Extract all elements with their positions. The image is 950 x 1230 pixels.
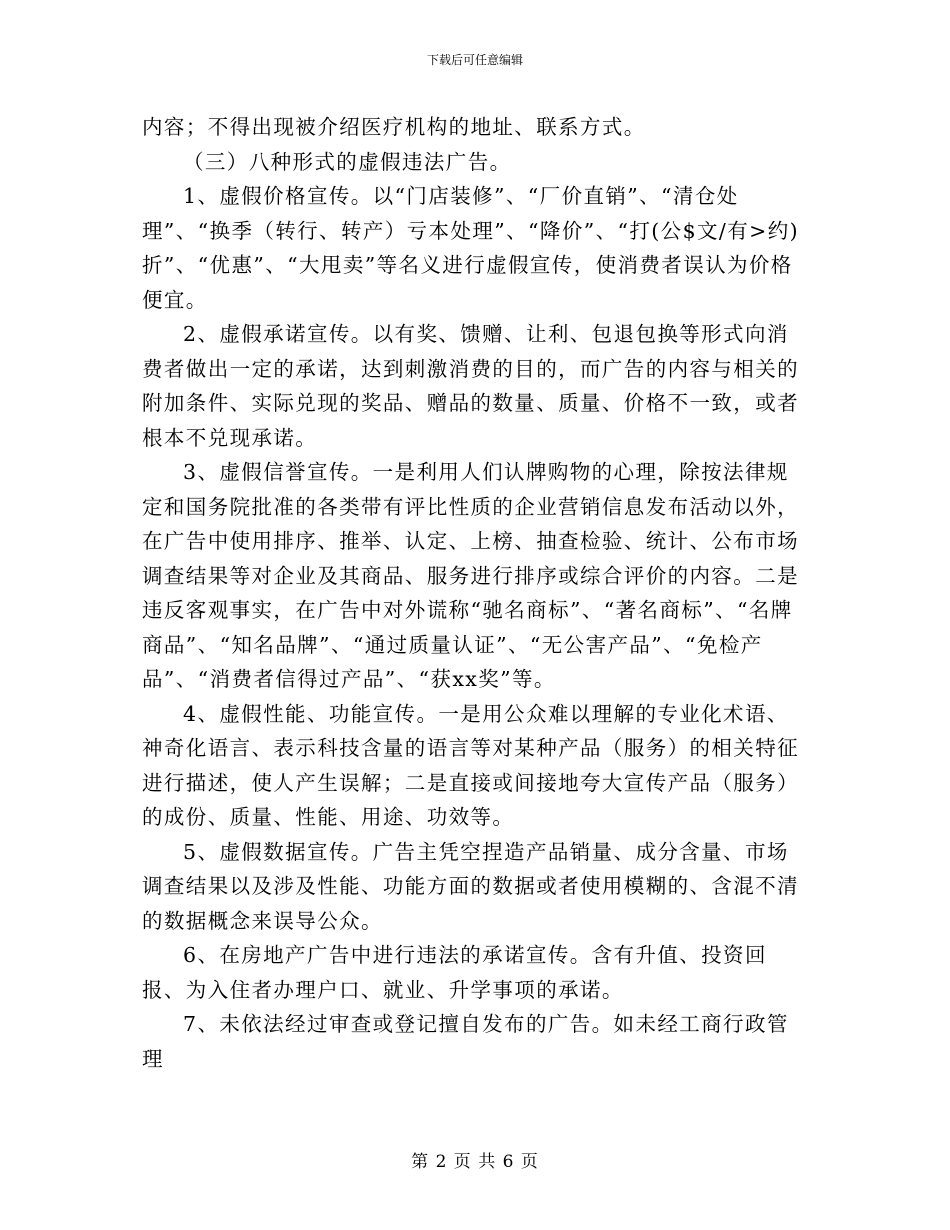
paragraph-item-1: 1、虚假价格宣传。以“门店装修”、“厂价直销”、“清仓处理”、“换季（转行、转产）亏本处理”、“降价”、“打(公$文/有>约)折”、“优惠”、“大甩卖”等名义进行虚假宣传，使消费者误认为价格便宜。 — [142, 184, 800, 312]
page-number-footer: 第 2 页 共 6 页 — [411, 1152, 539, 1172]
paragraph-item-4: 4、虚假性能、功能宣传。一是用公众难以理解的专业化术语、神奇化语言、表示科技含量的语言等对某种产品（服务）的相关特征进行描述，使人产生误解；二是直接或间接地夸大宣传产品（服务）的成份、质量、性能、用途、功效等。 — [142, 701, 799, 829]
paragraph-item-5: 5、虚假数据宣传。广告主凭空捏造产品销量、成分含量、市场调查结果以及涉及性能、功能方面的数据或者使用模糊的、含混不清的数据概念来误导公众。 — [142, 839, 799, 933]
paragraph-item-2: 2、虚假承诺宣传。以有奖、馈赠、让利、包退包换等形式向消费者做出一定的承诺，达到刺激消费的目的，而广告的内容与相关的附加条件、实际兑现的奖品、赠品的数量、质量、价格不一致，或者根本不兑现承诺。 — [142, 322, 799, 450]
page-header: 下载后可任意编辑 — [426, 53, 523, 67]
paragraph-item-3: 3、虚假信誉宣传。一是利用人们认牌购物的心理，除按法律规定和国务院批准的各类带有评比性质的企业营销信息发布活动以外，在广告中使用排序、推举、认定、上榜、抽查检验、统计、公布市场调查结果等对企业及其商品、服务进行排序或综合评价的内容。二是违反客观事实，在广告中对外谎称“驰名商标”、“著名商标”、“名牌商品”、“知名品牌”、“通过质量认证”、“无公害产品”、“免检产品”、“消费者信得过产品”、“获xx奖”等。 — [142, 460, 799, 691]
paragraph-continuation: 内容；不得出现被介绍医疗机构的地址、联系方式。 — [142, 115, 646, 139]
section-heading: （三）八种形式的虚假违法广告。 — [183, 149, 512, 174]
document-body — [142, 110, 806, 1076]
paragraph-item-6: 6、在房地产广告中进行违法的承诺宣传。含有升值、投资回报、为入住者办理户口、就业、升学事项的承诺。 — [142, 943, 767, 1002]
paragraph-item-7: 7、未依法经过审查或登记擅自发布的广告。如未经工商行政管理 — [142, 1012, 789, 1071]
